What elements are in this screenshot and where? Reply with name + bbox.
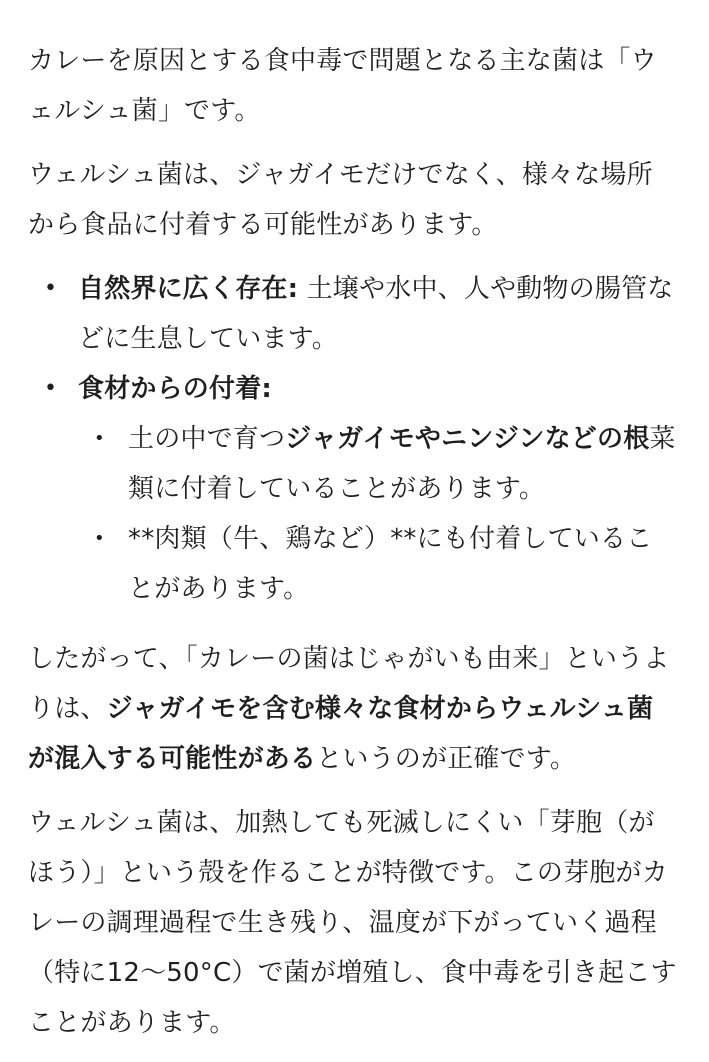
source-list xyxy=(28,264,678,614)
ingredients-sublist xyxy=(78,414,678,614)
list-item-ingredients xyxy=(28,364,678,614)
sublist-item-root-vegetables xyxy=(78,414,678,514)
root-vegetables-text-after: 菜類に付着していることがあります。 xyxy=(128,424,676,504)
meat-text: **肉類（牛、鶏など）**にも付着していることがあります。 xyxy=(128,524,653,604)
conclusion-text-after: というのが正確です。 xyxy=(316,744,577,774)
root-vegetables-text-before: 土の中で育つ xyxy=(128,424,286,454)
intro-paragraph xyxy=(28,36,678,136)
conclusion-text-before: したがって、「カレーの菌はじゃがいも由来」というよりは、 xyxy=(28,644,670,724)
list-item-nature-text: 土壌や水中、人や動物の腸管などに生息しています。 xyxy=(78,274,674,354)
message-content xyxy=(28,36,678,1062)
conclusion-bold: ジャガイモを含む様々な食材からウェルシュ菌が混入する可能性がある xyxy=(28,694,654,774)
sources-text: ウェルシュ菌は、ジャガイモだけでなく、様々な場所から食品に付着する可能性があります。 xyxy=(28,160,653,240)
list-item-nature xyxy=(28,264,678,364)
list-item-ingredients-title: 食材からの付着: xyxy=(78,374,272,404)
spore-paragraph xyxy=(28,798,678,1048)
sublist-item-meat xyxy=(78,514,678,614)
list-item-nature-title: 自然界に広く存在: xyxy=(78,274,299,304)
intro-text: カレーを原因とする食中毒で問題となる主な菌は「ウェルシュ菌」です。 xyxy=(28,46,657,126)
root-vegetables-bold: ジャガイモやニンジンなどの根 xyxy=(285,424,650,454)
spore-text: ウェルシュ菌は、加熱しても死滅しにくい「芽胞（がほう）」という殻を作ることが特徴です。この芽胞がカレーの調理過程で生き残り、温度が下がっていく過程（特に12〜50°C）で菌が増殖し、食中毒を引き起こすことがあります。 xyxy=(28,808,677,1038)
sources-paragraph xyxy=(28,150,678,250)
conclusion-paragraph xyxy=(28,634,678,784)
